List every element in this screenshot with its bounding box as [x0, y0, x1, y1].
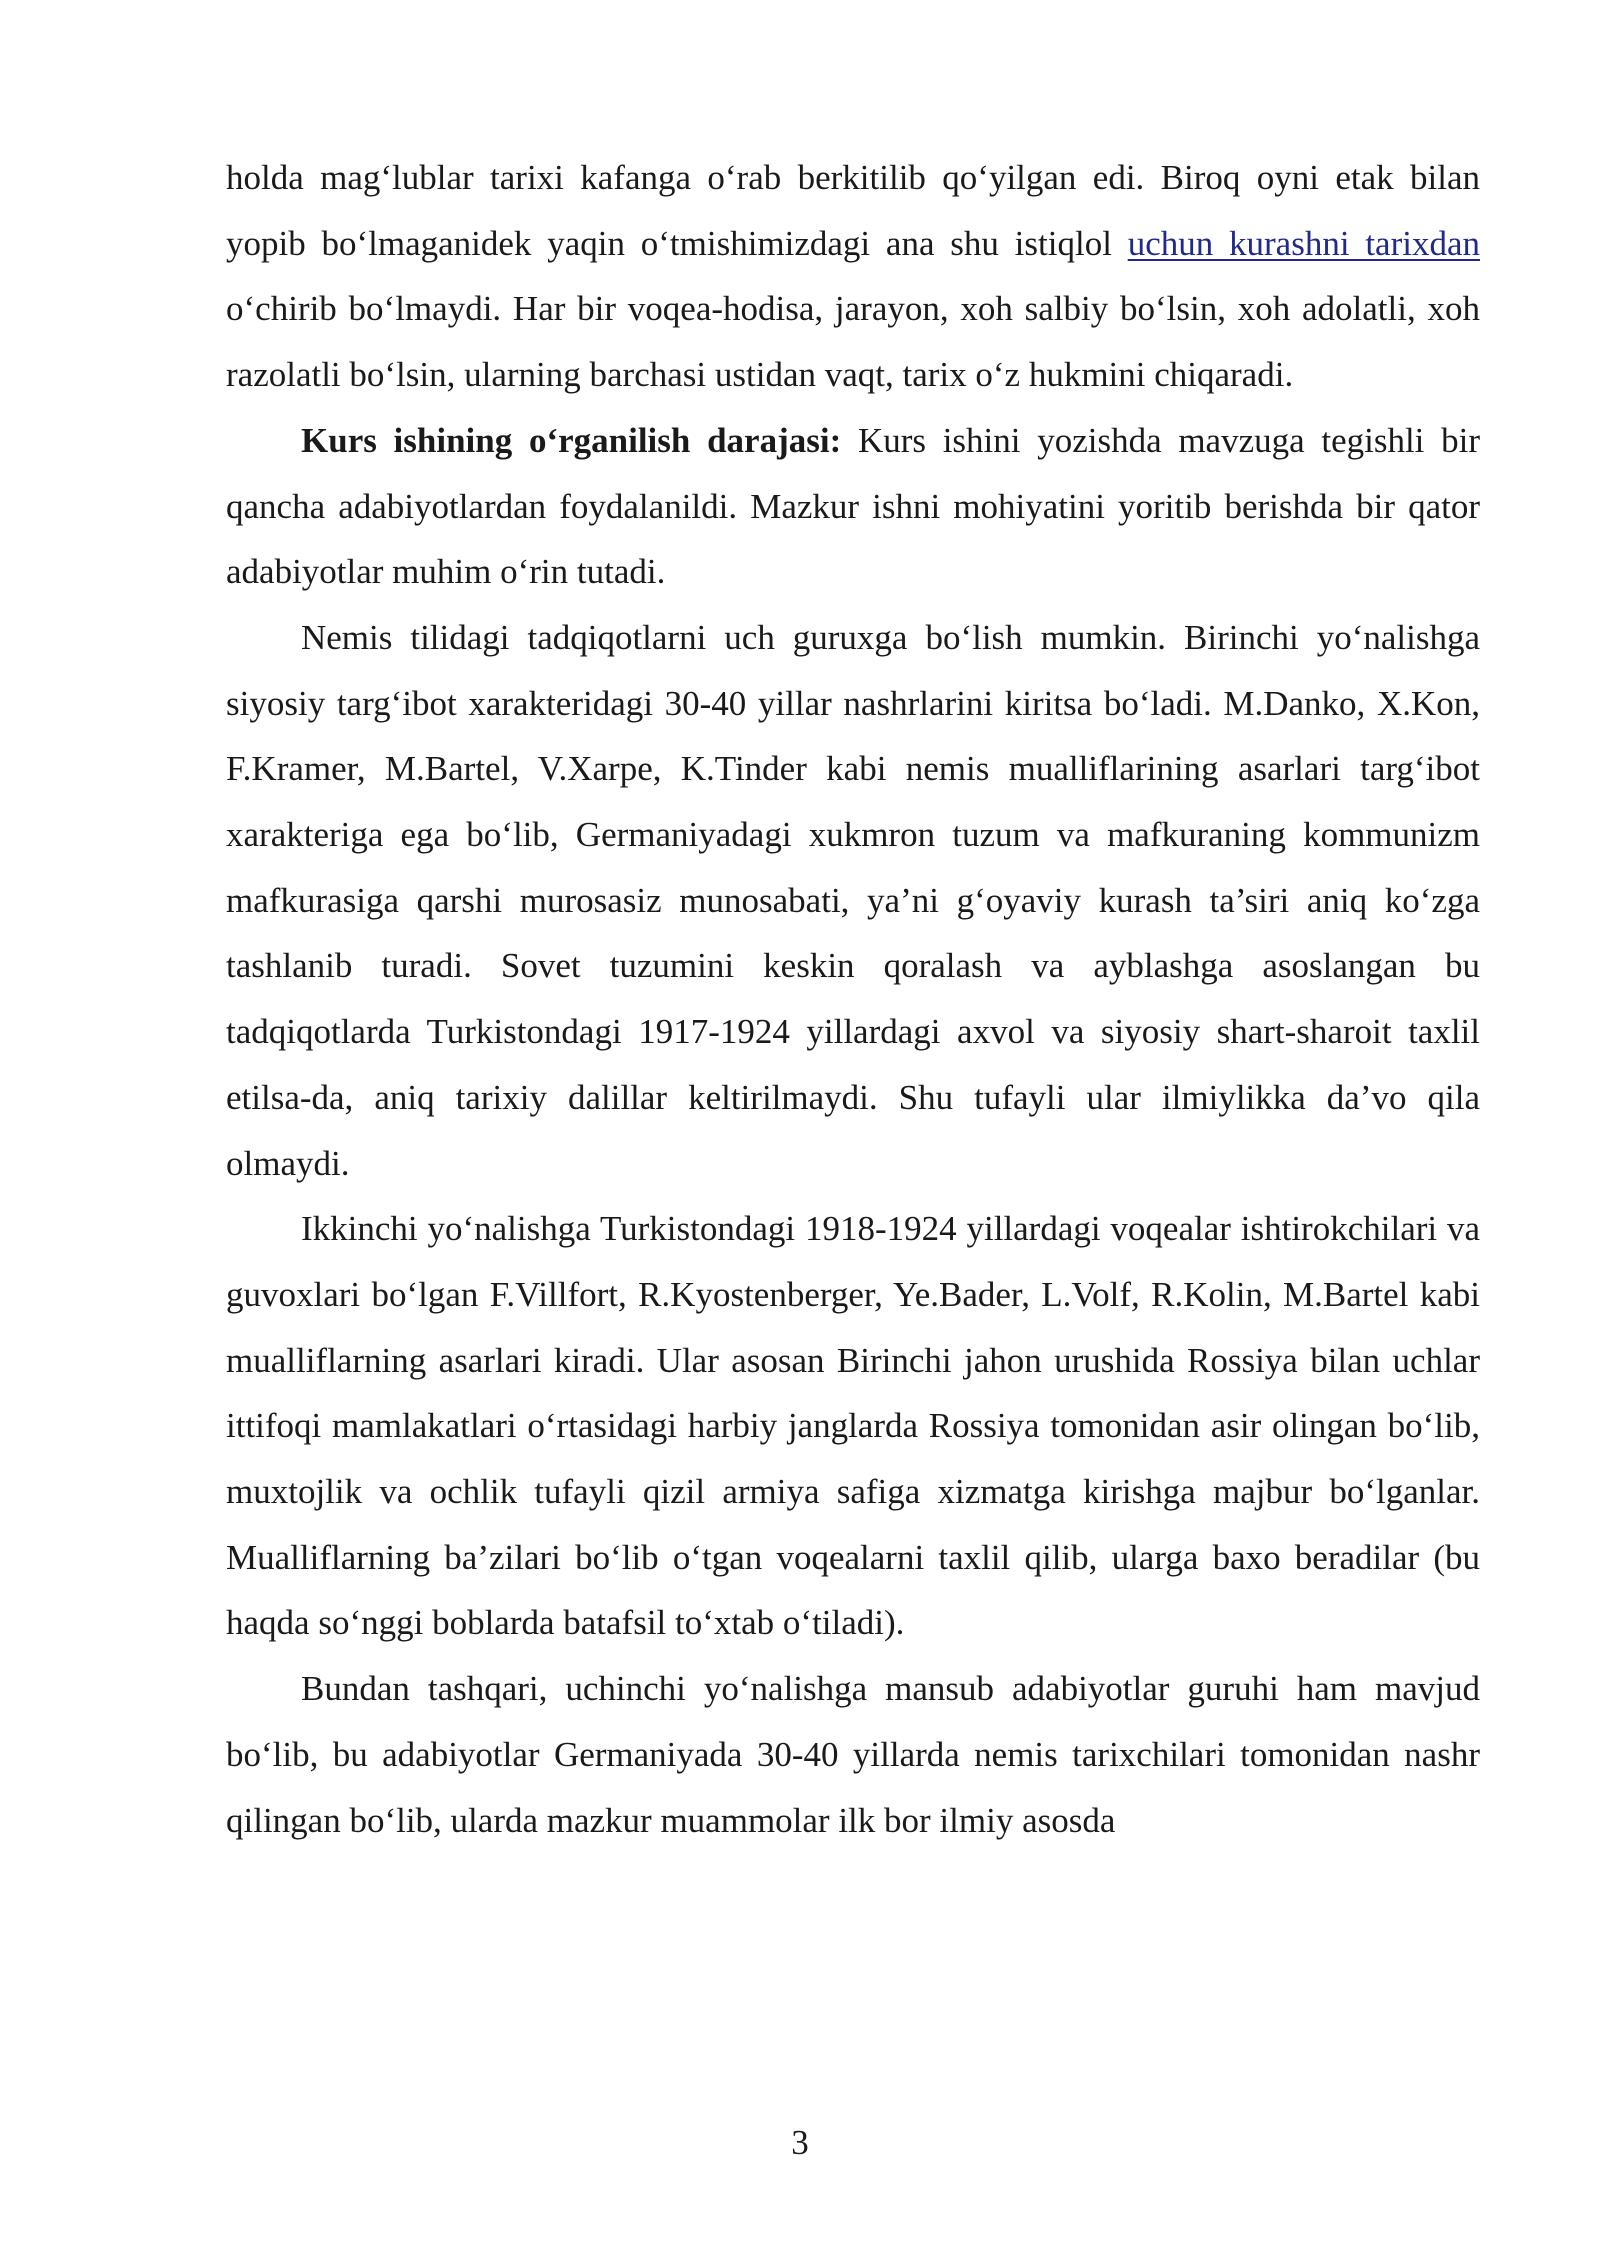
page-number: 3 [791, 2123, 809, 2162]
paragraph-research-level [226, 408, 1480, 605]
paragraph-first-direction [226, 605, 1480, 1196]
paragraph-text: Ikkinchi yo‘nalishga Turkistondagi 1918-1924 yillardagi voqealar ishtirokchilari va guvoxlari bo‘lgan F.Villfort, R.Kyostenberger, Ye.Bader, L.Volf, R.Kolin, M.Bartel kabi mualliflarning asarlari kiradi. Ular asosan Birinchi jahon urushida Rossiya bilan uchlar ittifoqi mamlakatlari o‘rtasidagi harbiy janglarda Rossiya tomonidan asir olingan bo‘lib, muxtojlik va ochlik tufayli qizil armiya safiga xizmatga kirishga majbur bo‘lganlar. Mualliflarning ba’zilari bo‘lib o‘tgan voqealarni taxlil qilib, ularga baxo beradilar (bu haqda so‘nggi boblarda batafsil to‘xtab o‘tiladi). [226, 1209, 1480, 1643]
paragraph-continuation [226, 145, 1480, 408]
paragraph-text: o‘chirib bo‘lmaydi. Har bir voqea-hodisa, jarayon, xoh salbiy bo‘lsin, xoh adolatli, xoh razolatli bo‘lsin, ularning barchasi ustidan vaqt, tarix o‘z hukmini chiqaradi. [226, 289, 1480, 395]
paragraph-text: Nemis tilidagi tadqiqotlarni uch guruxga bo‘lish mumkin. Birinchi yo‘nalishga siyosiy targ‘ibot xarakteridagi 30-40 yillar nashrlarini kiritsa bo‘ladi. M.Danko, X.Kon, F.Kramer, M.Bartel, V.Xarpe, K.Tinder kabi nemis mualliflarining asarlari targ‘ibot xarakteriga ega bo‘lib, Germaniyadagi xukmron tuzum va mafkuraning kommunizm mafkurasiga qarshi murosasiz munosabati, ya’ni g‘oyaviy kurash ta’siri aniq ko‘zga tashlanib turadi. Sovet tuzumini keskin qoralash va ayblashga asoslangan bu tadqiqotlarda Turkistondagi 1917-1924 yillardagi axvol va siyosiy shart-sharoit taxlil etilsa-da, aniq tarixiy dalillar keltirilmaydi. Shu tufayli ular ilmiylikka da’vo qila olmaydi. [226, 617, 1480, 1183]
paragraph-heading: Kurs ishining o‘rganilish darajasi: [301, 420, 842, 460]
paragraph-text: holda mag‘lublar tarixi kafanga o‘rab berkitilib qo‘yilgan edi. Biroq oyni etak bilan yopib bo‘lmaganidek yaqin o‘tmishimizdagi ana shu istiqlol [226, 158, 1480, 263]
paragraph-third-direction [226, 1656, 1480, 1853]
paragraph-text: Kurs ishini yozishda mavzuga tegishli bir qancha adabiyotlardan foydalanildi. Mazkur ishni mohiyatini yoritib berishda bir qator adabiyotlar muhim o‘rin tutadi. [226, 420, 1480, 592]
paragraph-text: Bundan tashqari, uchinchi yo‘nalishga mansub adabiyotlar guruhi ham mavjud bo‘lib, bu adabiyotlar Germaniyada 30-40 yillarda nemis tarixchilari tomonidan nashr qilingan bo‘lib, ularda mazkur muammolar ilk bor ilmiy asosda [226, 1669, 1480, 1840]
document-body [226, 145, 1480, 1853]
paragraph-second-direction [226, 1196, 1480, 1656]
hyperlink[interactable]: uchun kurashni tarixdan [1127, 223, 1480, 263]
